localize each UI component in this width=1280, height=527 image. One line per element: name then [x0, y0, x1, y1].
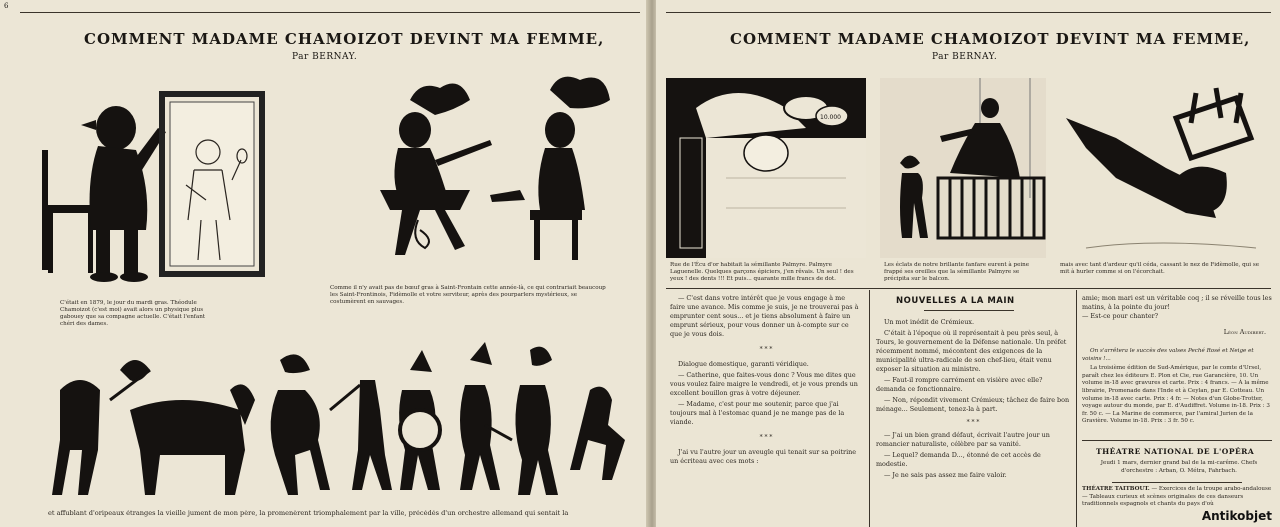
watermark: Antikobjet [1201, 509, 1272, 523]
col3-notice: On s'arrêtera le succès des valses Peché Rosé et Neige et voisins !... [1082, 348, 1254, 362]
column-3-notices [1082, 348, 1274, 428]
illustration-portrait [36, 80, 266, 290]
col2-paragraph: — Faut-il rompre carrément en visière avec elle? demanda ce fonctionnaire. [876, 376, 1043, 393]
separator-stars: * * * [759, 346, 773, 353]
money-bag-label: 10.000 [820, 114, 841, 121]
column-2-heading: NOUVELLES A LA MAIN [896, 296, 1015, 306]
col2-paragraph: — Je ne sais pas assez me faire valoir. [884, 471, 1007, 479]
column-3-signature: Léon Audibert. [1223, 328, 1266, 336]
col3-notice: La troisième édition de Sud-Amérique, par le comte d'Ursel, paraît chez les éditeurs E. Plon et Cie, rue Garancière, 10. Un volume in-18 avec gravures et carte. Prix : 4 francs. — À la même librairie, Promenade dans l'Inde et à Ceylan, par E. Cotteau. Un volume in-18 avec carte. Prix : 4 fr. — Notes d'un Globe-Trotter, voyage autour du monde, par E. d'Audiffret. Volume in-18. Prix : 3 fr. 50 c. — La Marine de commerce, par l'amiral Jurien de la Gravière. Volume in-18. Prix : 3 fr. 50 c. [1082, 365, 1270, 425]
right-title: COMMENT MADAME CHAMOIZOT DEVINT MA FEMME, [730, 30, 1251, 48]
left-byline: Par BERNAY. [292, 52, 358, 62]
col1-paragraph: — C'est dans votre intérêt que je vous engage à me faire une avance. Mis comme je suis, je ne trouverai pas à emprunter cent sous... et je tiens absolument à faire un emprunt sérieux, pour vous donner un à-compte sur ce que je vous dois. [670, 294, 859, 338]
right-caption-1: Rue de l'Écu d'or habitait la sémillante Palmyre. Palmyre Laguenelle. Quelques garçons épiciers, j'en rêvais. Un seul ! des yeux ! des dents !!! Et puis... quarante mille francs de dot. [670, 262, 854, 282]
column-rule-2 [1076, 290, 1077, 527]
illustration-savages [340, 70, 620, 270]
illustration-collapse [1056, 78, 1268, 258]
col1-paragraph: J'ai vu l'autre jour un aveugle qui tenait sur sa poitrine un écriteau avec ces mots : [670, 448, 857, 465]
right-page [656, 0, 1280, 527]
theatre-heading: THÉATRE NATIONAL DE L'OPÉRA [1096, 447, 1255, 456]
col1-paragraph: — Madame, c'est pour me soutenir, parce que j'ai toujours mal à l'estomac quand je ne mange pas de la viande. [670, 400, 845, 426]
illustration-procession [40, 330, 640, 505]
taitbout-block [1082, 486, 1272, 509]
taitbout-heading: THÉATRE TAITBOUT. [1082, 486, 1150, 492]
column-2 [876, 318, 1070, 482]
taitbout-text: — Exercices de la troupe arabo-andalouse — Tableaux curieux et scènes originales de ces danseurs traditionnels espagnols et chants du pays d'où [1082, 486, 1272, 508]
illustration-bedroom [666, 78, 866, 258]
left-bottom-line: et affublant d'oripeaux étranges la vieille jument de mon père, la promenèrent triomphalement par la ville, précédés d'un orchestre allemand qui sentait la [48, 510, 569, 517]
col2-paragraph: — J'ai un bien grand défaut, écrivait l'autre jour un romancier naturaliste, célèbre par sa vanité. [876, 431, 1050, 448]
column-rule-1 [869, 290, 870, 527]
theatre-text: Jeudi 1 mars, dernier grand bal de la mi-carême. Chefs d'orchestre : Arban, O. Métra, Fahrbach. [1100, 460, 1258, 474]
col1-paragraph: Dialogue domestique, garanti véridique. [678, 360, 809, 368]
col1-paragraph: — Catherine, que faites-vous donc ? Vous me dites que vous voulez faire maigre le vendredi, et je vous prends un excellent bouillon gras à votre déjeuner. [670, 371, 858, 397]
theatre-rule [1082, 440, 1272, 441]
right-caption-3: mais avec tant d'ardeur qu'il céda, cassant le nez de Fidèmolle, qui se mit à hurler comme si on l'écorchait. [1060, 262, 1260, 275]
col2-paragraph: — Lequel? demanda D..., étonné de cet accès de modestie. [876, 451, 1041, 468]
taitbout-rule [1112, 482, 1242, 483]
left-caption-2: Comme il n'y avait pas de bœuf gras à Saint-Frontain cette année-là, ce qui contrariait beaucoup les Saint-Frontinois, Fidèmolle et votre serviteur, après des pourparlers mystérieux, se costumèrent en sauvages. [330, 285, 606, 305]
top-rule [666, 12, 1271, 13]
column-1 [670, 294, 862, 468]
column-3-top: amie; mon mari est un véritable coq ; il se réveille tous les matins, à la pointe du jour! — Est-ce pour chanter? [1082, 294, 1272, 320]
right-caption-2: Les éclats de notre brillante fanfare eurent à peine frappé ses oreilles que la sémillante Palmyre se précipita sur le balcon. [884, 262, 1030, 282]
page-number: 6 [4, 2, 9, 10]
separator-stars: * * * [966, 419, 980, 426]
separator-stars: * * * [759, 434, 773, 441]
right-byline: Par BERNAY. [932, 52, 998, 62]
heading-rule [924, 310, 1014, 311]
col2-paragraph: C'était à l'époque où il représentait à peu près seul, à Tours, le gouvernement de la Défense nationale. Un préfet récemment nommé, mécontent des exigences de la municipalité ultra-radicale de son chef-lieu, était venu exposer la situation au ministre. [876, 329, 1067, 373]
col2-paragraph: Un mot inédit de Crémieux. [884, 318, 974, 326]
left-caption-1: C'était en 1879, le jour du mardi gras. Théodule Chamoizot (c'est moi) avait alors un physique plus gabouey que sa compagne actuelle. C'était l'enfant chéri des dames. [60, 300, 206, 327]
illustration-balcony [880, 78, 1046, 258]
top-rule [20, 12, 640, 13]
mid-rule [666, 288, 1271, 289]
left-title: COMMENT MADAME CHAMOIZOT DEVINT MA FEMME, [84, 30, 605, 48]
col2-paragraph: — Non, répondit vivement Crémieux; tâchez de faire bon ménage... Seulement, tenez-la à part. [876, 396, 1070, 413]
